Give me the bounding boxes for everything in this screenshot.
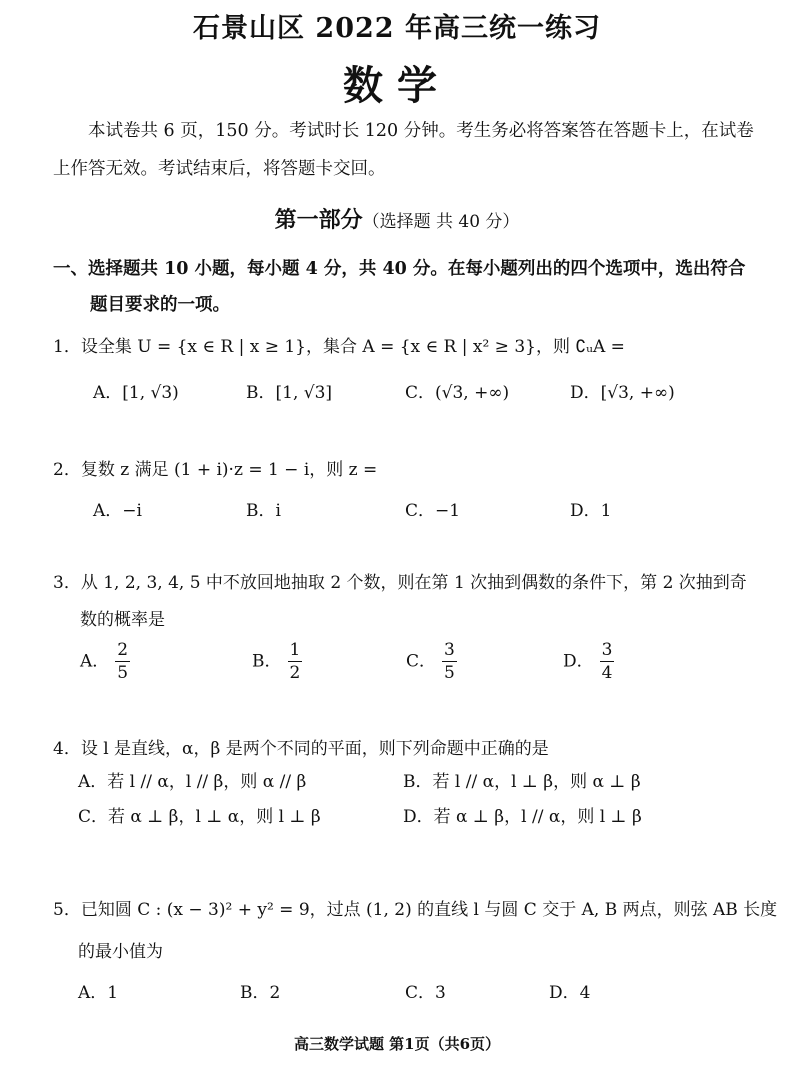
numerator: 2 xyxy=(117,640,129,660)
question-1-option-d: D．[√3, +∞) xyxy=(570,383,675,403)
fraction xyxy=(115,642,130,682)
exam-title: 石景山区 2022 年高三统一练习 xyxy=(193,13,601,44)
question-4-option-c: C．若 α ⊥ β，l ⊥ α，则 l ⊥ β xyxy=(78,807,321,827)
question-3-option-c xyxy=(406,642,457,682)
numerator: 3 xyxy=(601,640,613,660)
part-note: （选择题 共 40 分） xyxy=(362,212,520,232)
page-footer: 高三数学试题 第1页（共6页） xyxy=(293,1035,501,1053)
question-1-option-b: B．[1, √3] xyxy=(246,383,333,403)
option-label: C． xyxy=(406,651,437,672)
denominator: 5 xyxy=(444,663,455,683)
denominator: 5 xyxy=(117,663,129,683)
denominator: 4 xyxy=(601,663,613,683)
question-5-stem-line-1: 5．已知圆 C : (x − 3)² + y² = 9，过点 (1, 2) 的直线 l 与圆 C 交于 A, B 两点，则弦 AB 长度 xyxy=(53,900,778,920)
question-2-option-d: D．1 xyxy=(570,501,612,521)
question-4-stem: 4．设 l 是直线，α，β 是两个不同的平面，则下列命题中正确的是 xyxy=(53,739,549,759)
question-5-option-a: A．1 xyxy=(78,983,119,1003)
option-label: B． xyxy=(252,651,282,672)
part-heading xyxy=(0,203,794,234)
option-label: D． xyxy=(563,651,594,672)
question-3-stem-line-1: 3．从 1, 2, 3, 4, 5 中不放回地抽取 2 个数，则在第 1 次抽到偶数的条件下，第 2 次抽到奇 xyxy=(53,573,747,593)
part-title: 第一部分 xyxy=(274,207,363,233)
question-5-stem-line-2: 的最小值为 xyxy=(78,942,163,962)
section-instruction-line-1: 一、选择题共 10 小题，每小题 4 分，共 40 分。在每小题列出的四个选项中，选出符合 xyxy=(53,259,746,279)
question-3-option-d xyxy=(563,642,614,682)
question-3-option-b xyxy=(252,642,302,682)
question-2-option-a: A．−i xyxy=(93,501,142,521)
intro-line-2: 上作答无效。考试结束后，将答题卡交回。 xyxy=(53,159,386,179)
question-1-option-a: A．[1, √3) xyxy=(93,383,179,403)
question-5-option-d: D．4 xyxy=(549,983,591,1003)
question-3-stem-line-2: 数的概率是 xyxy=(80,610,165,630)
numerator: 3 xyxy=(444,640,455,660)
option-label: A． xyxy=(80,651,110,672)
denominator: 2 xyxy=(289,663,301,683)
section-instruction-line-2: 题目要求的一项。 xyxy=(90,295,230,315)
question-4-option-d: D．若 α ⊥ β，l // α，则 l ⊥ β xyxy=(403,807,642,827)
fraction xyxy=(600,642,615,682)
question-5-option-b: B．2 xyxy=(240,983,281,1003)
subject-heading: 数学 xyxy=(343,62,451,109)
question-4-option-a: A．若 l // α，l // β，则 α // β xyxy=(78,772,307,792)
numerator: 1 xyxy=(289,640,301,660)
fraction xyxy=(288,642,303,682)
question-3-option-a xyxy=(80,642,130,682)
question-4-option-b: B．若 l // α，l ⊥ β，则 α ⊥ β xyxy=(403,772,641,792)
question-1-option-c: C．(√3, +∞) xyxy=(405,383,510,403)
intro-line-1: 本试卷共 6 页，150 分。考试时长 120 分钟。考生务必将答案答在答题卡上，在试卷 xyxy=(88,121,754,141)
question-1-stem: 1．设全集 U = {x ∈ R | x ≥ 1}，集合 A = {x ∈ R | x² ≥ 3}，则 ∁ᵤA = xyxy=(53,337,625,357)
question-2-stem: 2．复数 z 满足 (1 + i)·z = 1 − i，则 z = xyxy=(53,460,378,480)
fraction xyxy=(442,642,457,682)
question-2-option-c: C．−1 xyxy=(405,501,461,521)
question-5-option-c: C．3 xyxy=(405,983,446,1003)
question-2-option-b: B．i xyxy=(246,501,281,521)
